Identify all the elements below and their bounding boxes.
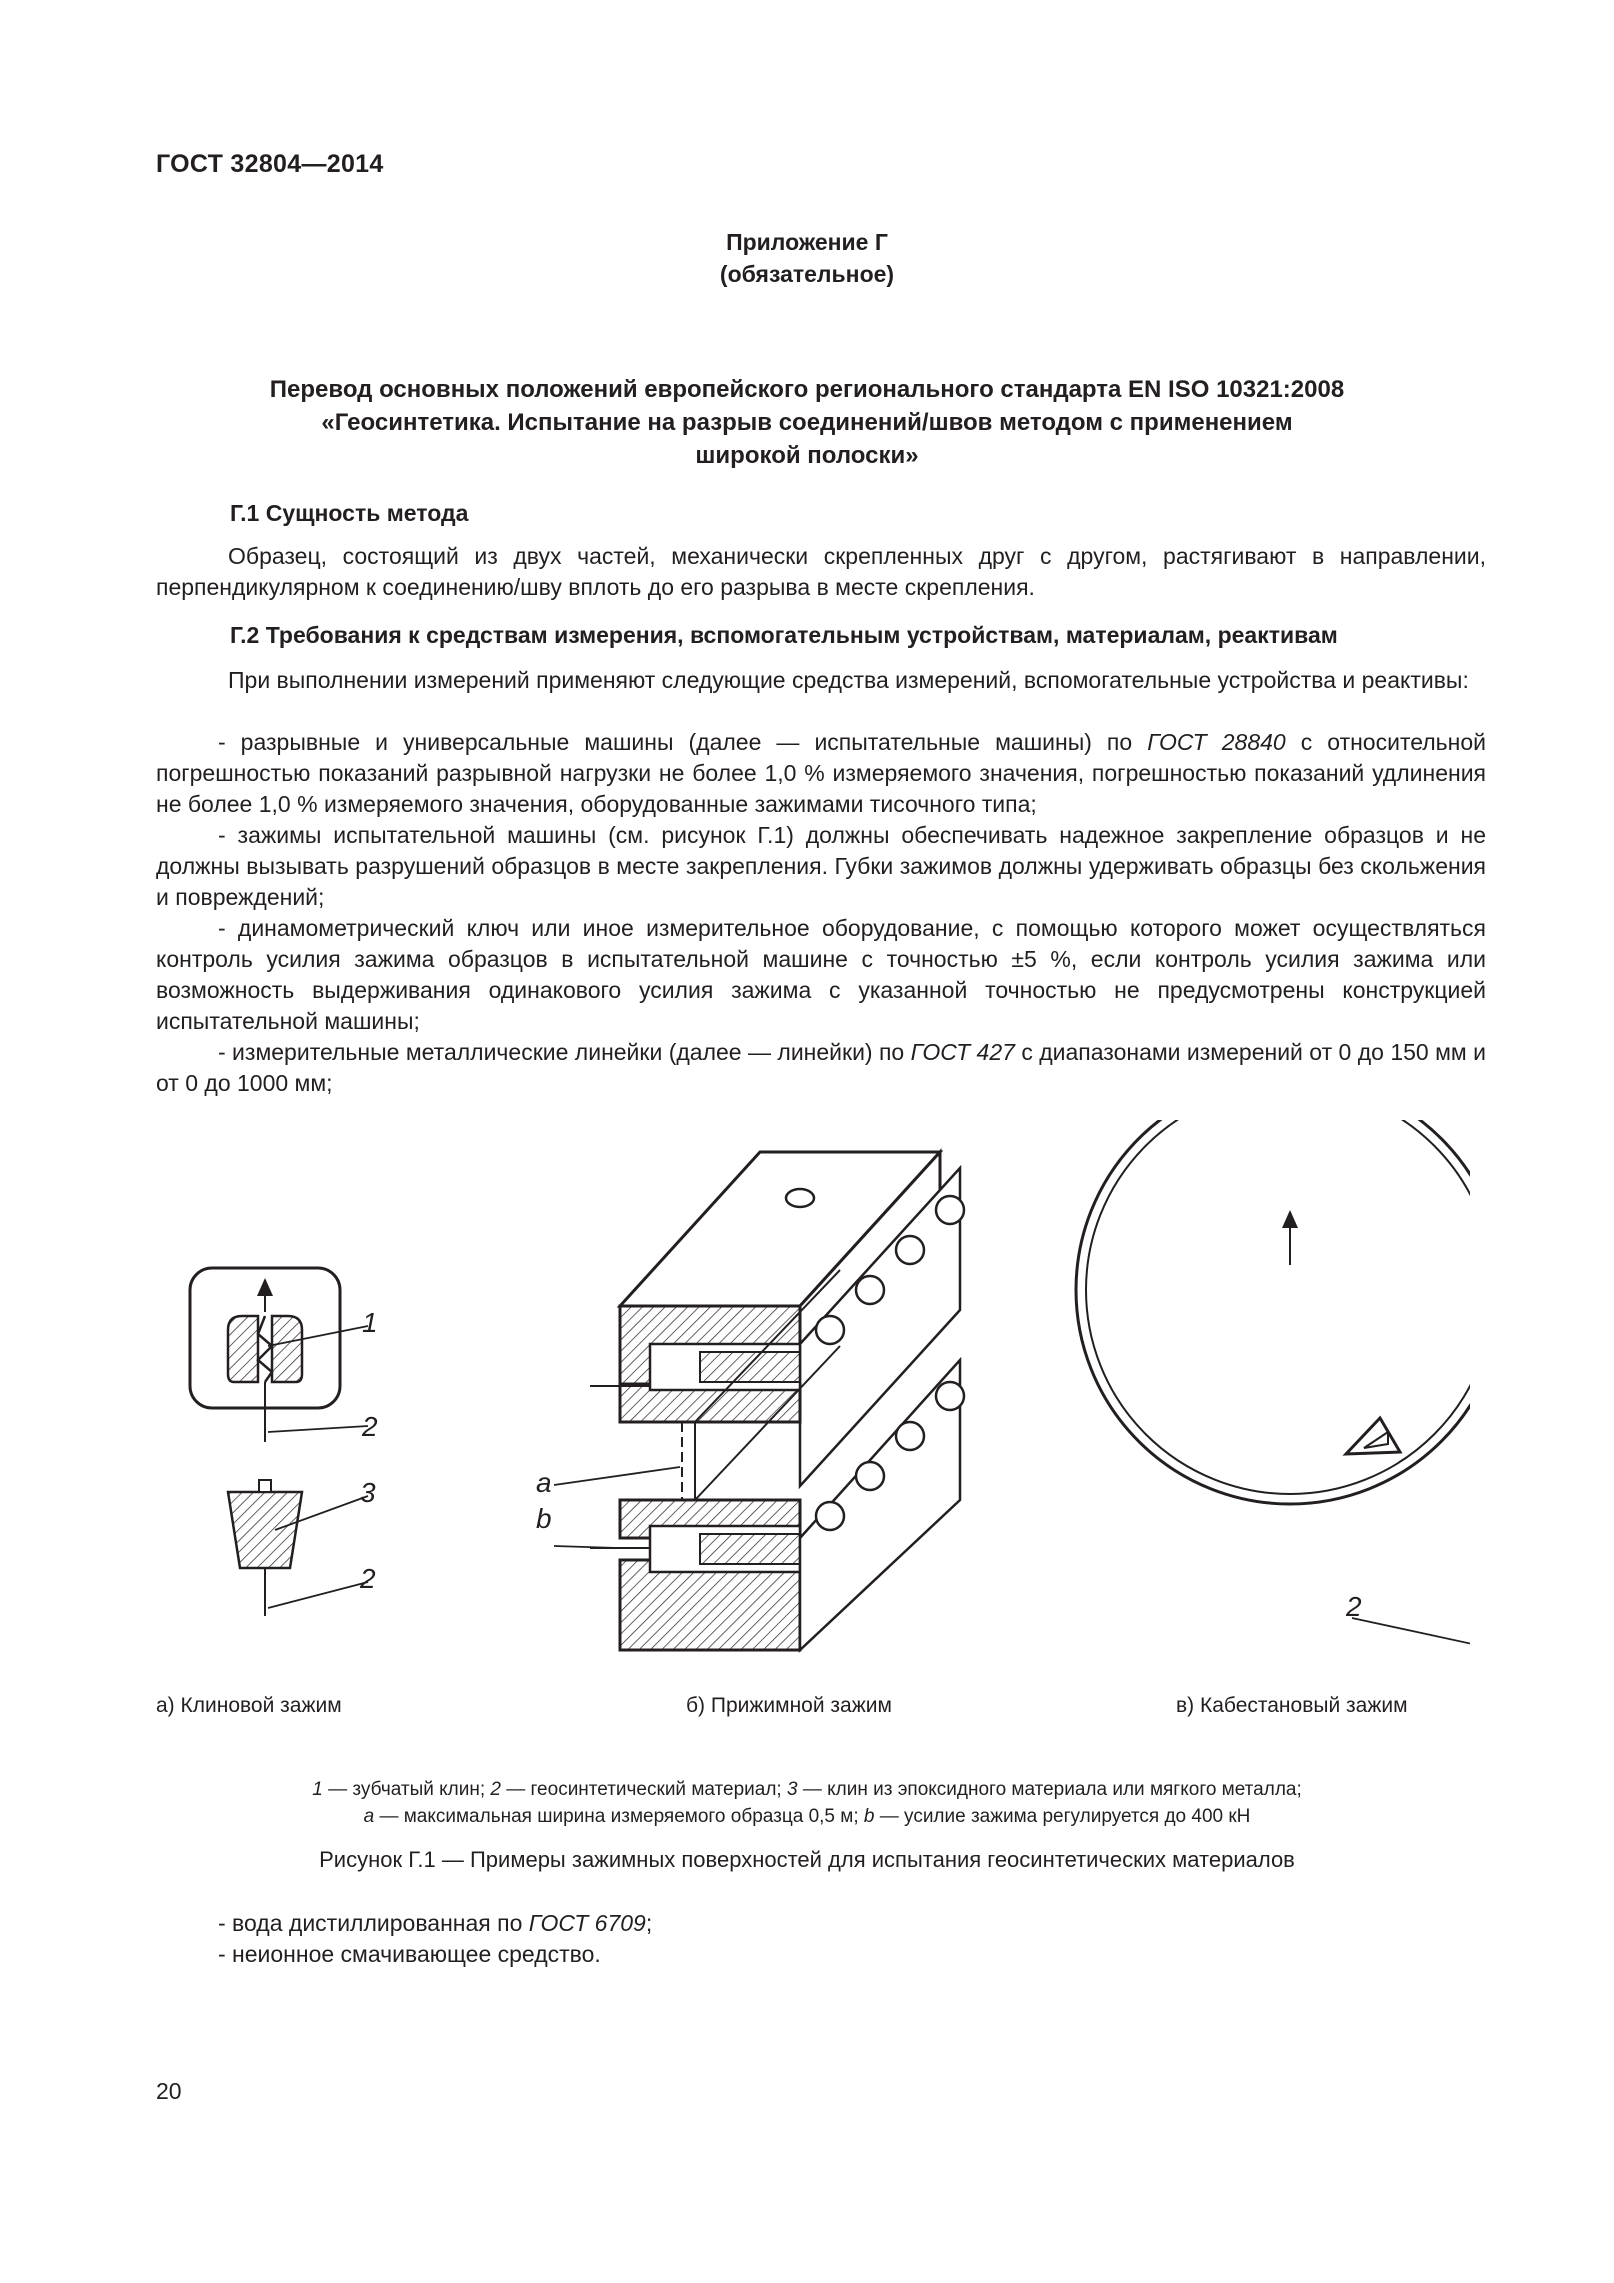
subcaption-compression-clamp: б) Прижимной зажим: [686, 1694, 892, 1717]
list-item-testing-machines: - разрывные и универсальные машины (далее — испытательные машины) по ГОСТ 28840 с относительной погрешностью показаний разрывной нагрузки не более 1,0 % измеряемого значения, погрешностью показаний удлинения не более 1,0 % измеряемого значения, оборудованные зажимами тисочного типа;: [156, 729, 1486, 817]
section-1-text: Образец, состоящий из двух частей, механически скрепленных друг с другом, растягивают в направлении, перпендикулярном к соединению/шву вплоть до его разрыва в месте скрепления.: [156, 543, 1486, 600]
list-item-rulers: - измерительные металлические линейки (далее — линейки) по ГОСТ 427 с диапазонами измерений от 0 до 150 мм и от 0 до 1000 мм;: [156, 1039, 1486, 1096]
requirements-list: [156, 727, 1486, 1099]
list-item-distilled-water: - вода дистиллированная по ГОСТ 6709;: [218, 1910, 653, 1936]
callout-1: 1: [362, 1307, 378, 1338]
callout-a: a: [536, 1467, 552, 1498]
title-line-3: широкой полоски»: [695, 442, 919, 469]
figure-caption: Рисунок Г.1 — Примеры зажимных поверхностей для испытания геосинтетических материалов: [319, 1847, 1295, 1872]
wedge-clamp-drawing: [190, 1268, 368, 1616]
annex-label: Приложение Г: [726, 229, 888, 255]
gost-28840-ref: ГОСТ 28840: [1147, 729, 1286, 755]
callout-2-c: 2: [1346, 1591, 1362, 1622]
section-2-intro: При выполнении измерений применяют следующие средства измерений, вспомогательные устройства и реактивы:: [228, 667, 1469, 693]
legend-line-2: a — максимальная ширина измеряемого образца 0,5 м; b — усилие зажима регулируется до 400 кН: [363, 1806, 1251, 1827]
figure-g1: [150, 1120, 1470, 1700]
annex-title: [150, 373, 1464, 472]
requirements-list-continued: [218, 1908, 652, 1970]
callout-b: b: [536, 1503, 552, 1534]
gost-6709-ref: ГОСТ 6709: [528, 1910, 646, 1936]
document-header: ГОСТ 32804—2014: [156, 150, 384, 178]
annex-heading: [0, 226, 1614, 290]
callout-2-b: 2: [360, 1563, 376, 1594]
list-item-clamps: - зажимы испытательной машины (см. рисунок Г.1) должны обеспечивать надежное закрепление образцов и не должны вызывать разрушений образцов в месте закрепления. Губки зажимов должны удерживать образцы без скольжения и повреждений;: [156, 822, 1486, 910]
callout-2-a: 2: [362, 1411, 378, 1442]
title-line-2: «Геосинтетика. Испытание на разрыв соединений/швов методом с применением: [321, 409, 1293, 436]
gost-427-ref: ГОСТ 427: [910, 1039, 1015, 1065]
subcaption-wedge-clamp: а) Клиновой зажим: [156, 1694, 342, 1717]
page-number: 20: [156, 2078, 182, 2104]
legend-line-1: 1 — зубчатый клин; 2 — геосинтетический материал; 3 — клин из эпоксидного материала или мягкого металла;: [312, 1779, 1302, 1800]
capstan-clamp-drawing: [1000, 1120, 1470, 1666]
compression-clamp-drawing: [554, 1152, 964, 1650]
section-1-heading: Г.1 Сущность метода: [230, 500, 469, 526]
list-item-wetting-agent: - неионное смачивающее средство.: [218, 1941, 601, 1967]
subcaption-capstan-clamp: в) Кабестановый зажим: [1176, 1694, 1408, 1717]
list-item-torque-wrench: - динамометрический ключ или иное измерительное оборудование, с помощью которого может осуществляться контроль усилия зажима образцов в испытательной машине с точностью ±5 %, если контроль усилия зажима или возможность выдерживания одинакового усилия зажима с указанной точностью не предусмотрены конструкцией испытательной машины;: [156, 915, 1486, 1034]
annex-status: (обязательное): [719, 261, 895, 287]
figure-legend: [156, 1776, 1458, 1830]
section-2-heading: Г.2 Требования к средствам измерения, вспомогательным устройствам, материалам, реактивам: [230, 622, 1338, 648]
callout-3: 3: [360, 1477, 376, 1508]
title-line-1: Перевод основных положений европейского регионального стандарта EN ISO 10321:2008: [269, 376, 1345, 403]
